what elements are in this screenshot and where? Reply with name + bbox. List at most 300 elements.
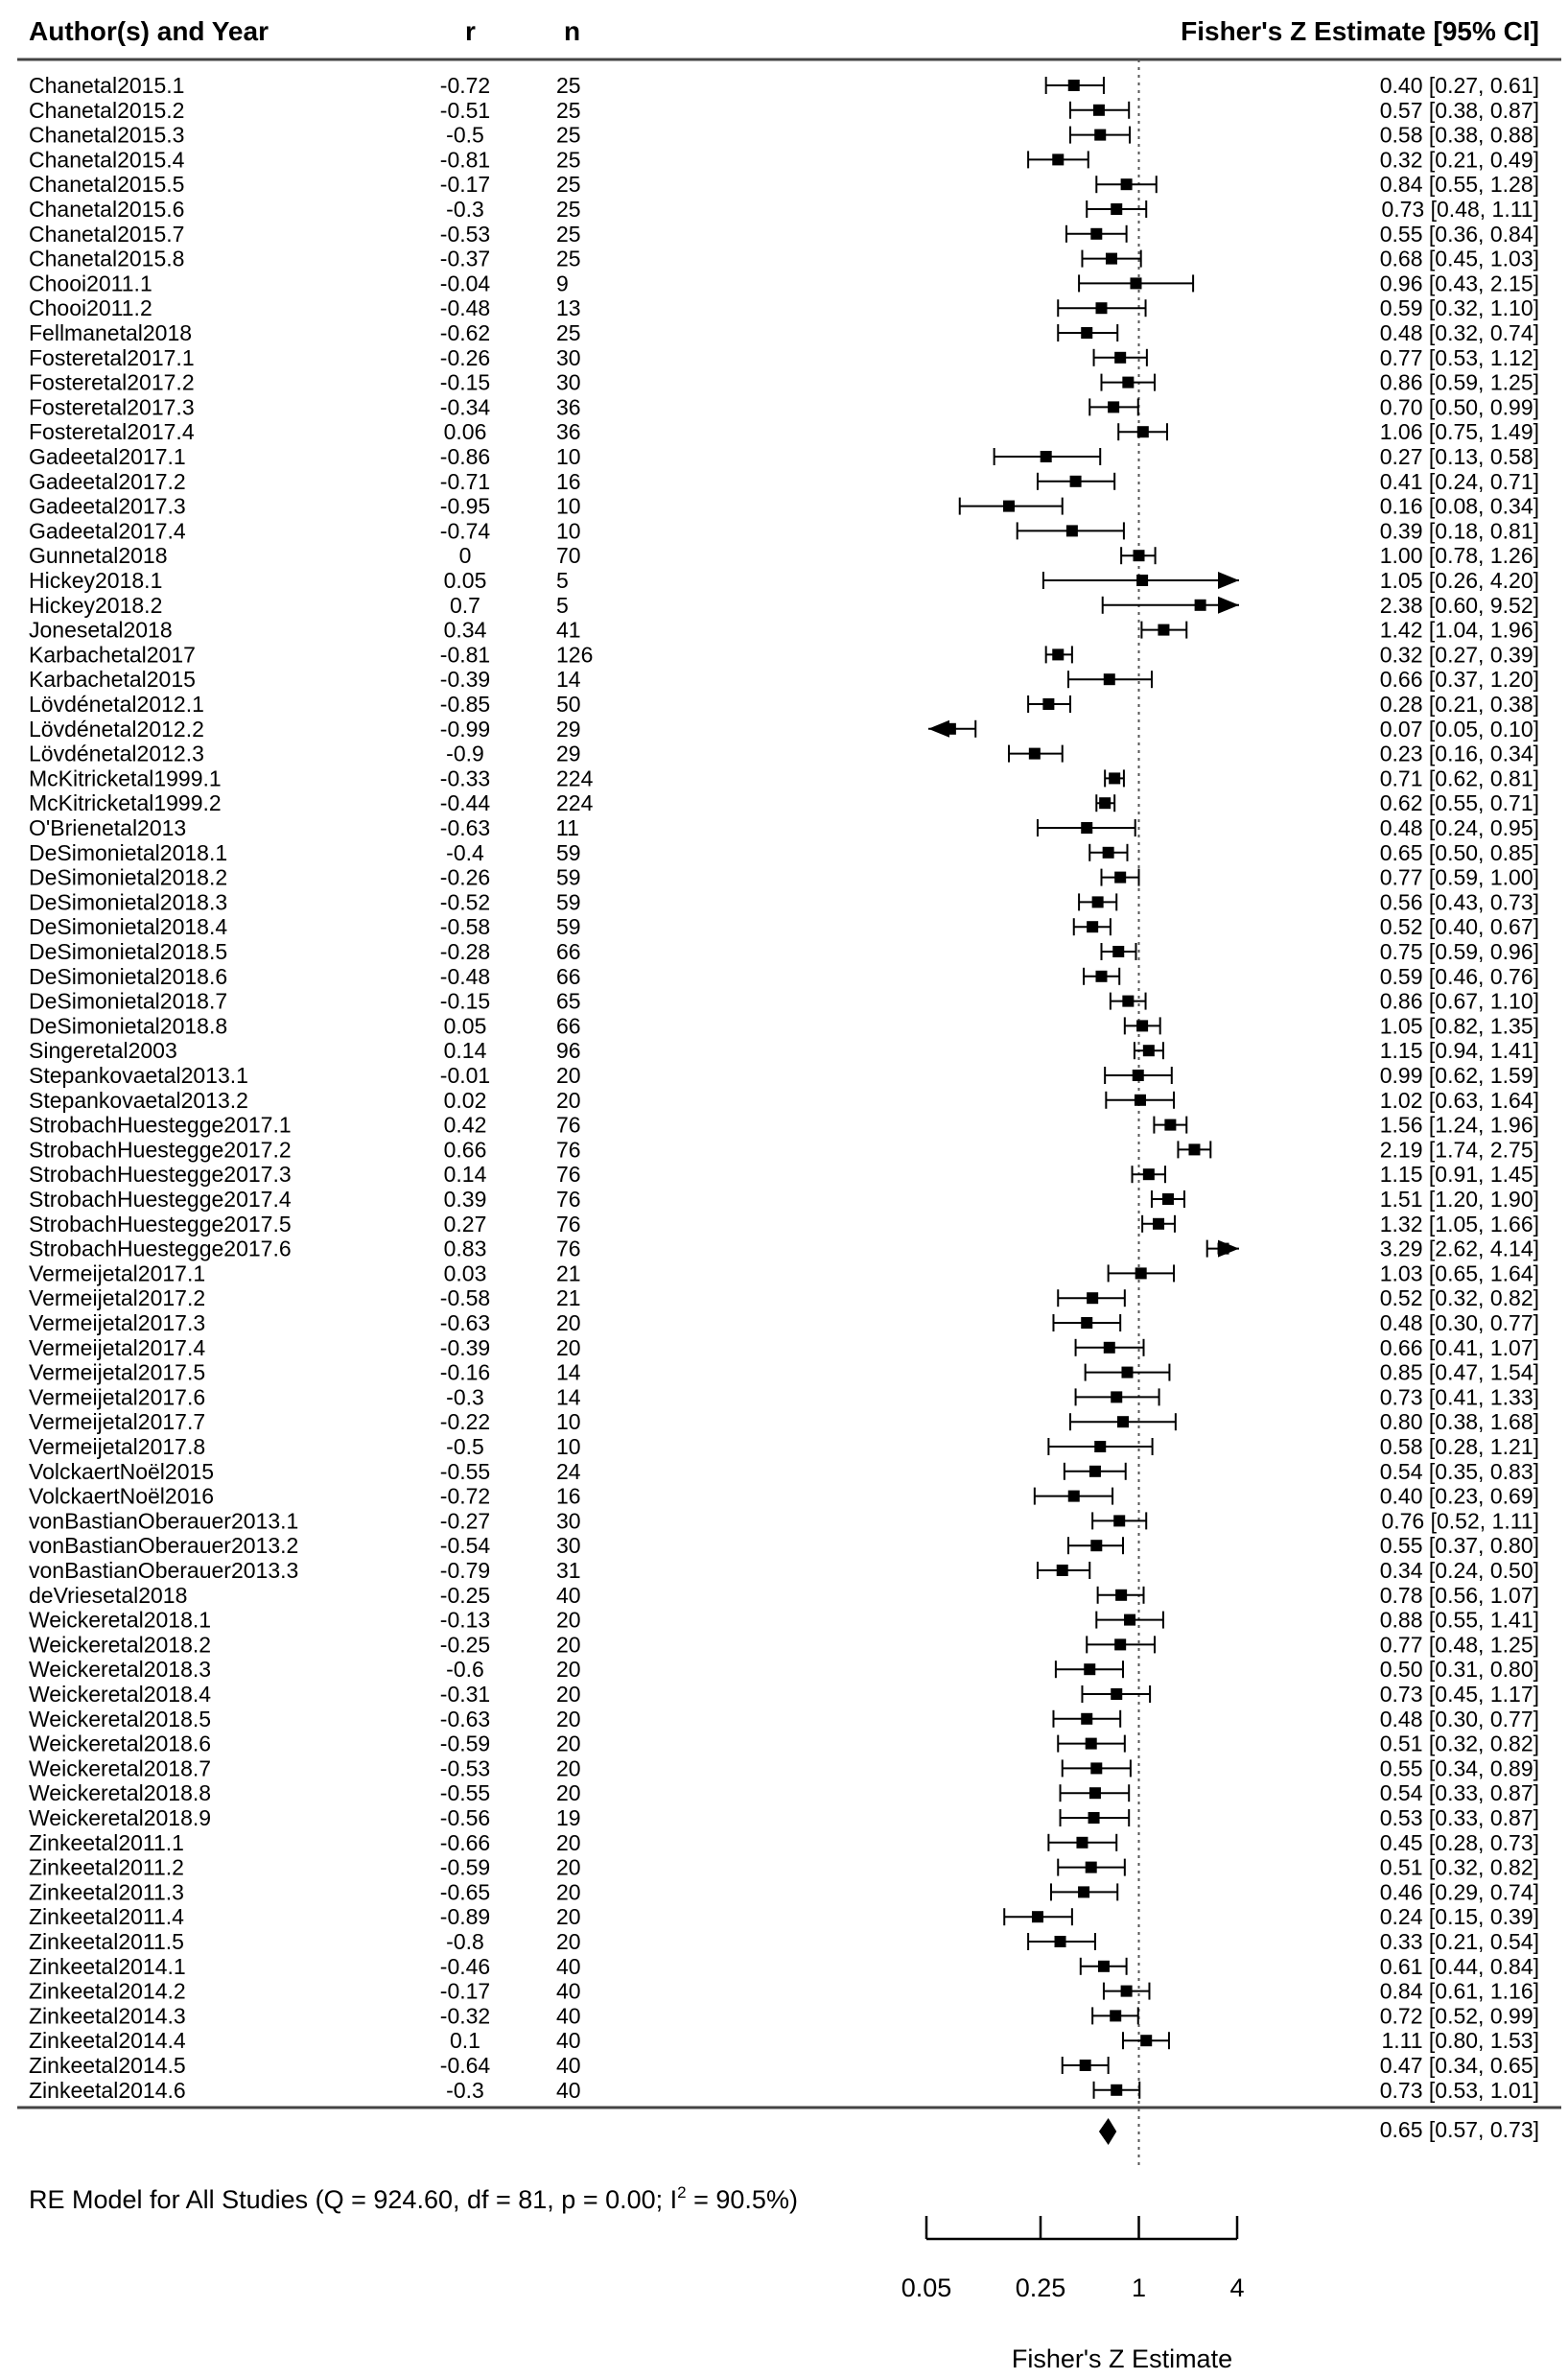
study-row [29, 2028, 1539, 2053]
study-r: -0.72 [439, 73, 491, 98]
study-row [29, 1335, 1539, 1360]
point-estimate [1115, 1590, 1127, 1601]
study-name: Fellmanetal2018 [29, 320, 193, 345]
point-estimate [1112, 946, 1124, 957]
point-estimate [1164, 1119, 1176, 1131]
study-row [29, 642, 1539, 667]
study-estimate-label: 0.52 [0.32, 0.82] [1379, 1285, 1539, 1311]
study-row [29, 295, 1539, 320]
study-name: Hickey2018.1 [29, 568, 163, 593]
study-n: 30 [556, 344, 581, 370]
study-row [29, 1260, 1539, 1285]
study-r: -0.33 [439, 766, 491, 791]
study-row [29, 1088, 1539, 1113]
study-name: Fosteretal2017.2 [29, 369, 195, 395]
point-estimate [1092, 896, 1104, 907]
point-estimate [1162, 1193, 1174, 1205]
study-name: VolckaertNoël2016 [29, 1483, 215, 1509]
study-r: -0.25 [439, 1582, 491, 1608]
study-row [29, 1954, 1539, 1979]
study-row [29, 1558, 1539, 1583]
study-name: Gadeetal2017.4 [29, 518, 186, 544]
point-estimate [1124, 1614, 1135, 1626]
study-name: DeSimonietal2018.5 [29, 939, 228, 964]
study-row [29, 1904, 1539, 1929]
study-r: -0.74 [439, 518, 491, 544]
study-name: vonBastianOberauer2013.1 [29, 1508, 299, 1534]
study-name: Lövdénetal2012.2 [29, 716, 204, 742]
study-n: 36 [556, 394, 581, 420]
study-estimate-label: 1.32 [1.05, 1.66] [1379, 1211, 1539, 1237]
study-row [29, 865, 1539, 890]
study-r: -0.01 [439, 1063, 491, 1088]
study-name: Fosteretal2017.3 [29, 394, 195, 420]
study-estimate-label: 0.40 [0.23, 0.69] [1379, 1483, 1539, 1509]
study-row [29, 692, 1539, 717]
model-text: RE Model for All Studies (Q = 924.60, df = 81, p = 0.00; $I^2 = 90.5\%$) [29, 2183, 798, 2214]
study-name: Weickeretal2018.9 [29, 1805, 212, 1830]
study-name: Vermeijetal2017.8 [29, 1434, 206, 1459]
study-name: Gadeetal2017.3 [29, 493, 186, 519]
study-n: 19 [556, 1805, 581, 1830]
study-n: 14 [556, 667, 581, 693]
study-estimate-label: 0.55 [0.37, 0.80] [1379, 1533, 1539, 1559]
study-estimate-label: 0.85 [0.47, 1.54] [1379, 1359, 1539, 1385]
point-estimate [1094, 130, 1106, 141]
study-row [29, 1755, 1539, 1780]
study-r: 0.7 [450, 592, 480, 618]
study-r: 0.34 [443, 617, 487, 643]
study-name: Gadeetal2017.2 [29, 468, 186, 494]
study-n: 59 [556, 864, 581, 890]
point-estimate [1093, 105, 1105, 116]
point-estimate [1114, 872, 1126, 883]
study-name: Vermeijetal2017.7 [29, 1409, 206, 1435]
study-row [29, 469, 1539, 494]
study-estimate-label: 1.15 [0.94, 1.41] [1379, 1038, 1539, 1064]
study-estimate-label: 0.80 [0.38, 1.68] [1379, 1409, 1539, 1435]
study-row [29, 1162, 1539, 1187]
point-estimate [1122, 996, 1134, 1007]
study-name: Vermeijetal2017.2 [29, 1285, 206, 1311]
study-n: 20 [556, 1087, 581, 1113]
study-estimate-label: 0.16 [0.08, 0.34] [1379, 493, 1539, 519]
study-estimate-label: 0.73 [0.48, 1.11] [1381, 197, 1539, 222]
study-row [29, 419, 1539, 444]
study-row [29, 989, 1539, 1014]
study-row [29, 98, 1539, 123]
study-estimate-label: 0.50 [0.31, 0.80] [1379, 1657, 1539, 1683]
study-r: -0.4 [446, 839, 484, 865]
study-row [29, 568, 1539, 593]
study-name: Weickeretal2018.1 [29, 1607, 212, 1633]
study-r: -0.64 [439, 2053, 491, 2078]
study-n: 20 [556, 1334, 581, 1360]
ci-arrow-right [1218, 572, 1239, 589]
study-n: 20 [556, 1731, 581, 1756]
study-name: Zinkeetal2014.4 [29, 2028, 186, 2054]
point-estimate [1122, 377, 1134, 389]
study-name: deVriesetal2018 [29, 1582, 188, 1608]
study-n: 76 [556, 1162, 581, 1188]
study-estimate-label: 0.45 [0.28, 0.73] [1379, 1829, 1539, 1855]
study-estimate-label: 1.15 [0.91, 1.45] [1379, 1162, 1539, 1188]
study-name: Vermeijetal2017.5 [29, 1359, 206, 1385]
study-estimate-label: 0.65 [0.50, 0.85] [1379, 839, 1539, 865]
x-axis [901, 2216, 1245, 2302]
study-r: -0.5 [446, 122, 484, 148]
study-r: -0.58 [439, 1285, 491, 1311]
study-name: O'Brienetal2013 [29, 815, 187, 840]
study-name: McKitricketal1999.2 [29, 790, 222, 816]
study-row [29, 1063, 1539, 1088]
study-name: Zinkeetal2011.5 [29, 1929, 184, 1954]
study-n: 126 [556, 642, 594, 668]
x-tick-label: 4 [1229, 2273, 1245, 2302]
study-row [29, 815, 1539, 840]
study-name: Stepankovaetal2013.2 [29, 1087, 248, 1113]
study-estimate-label: 0.62 [0.55, 0.71] [1379, 790, 1539, 816]
study-row [29, 1608, 1539, 1633]
study-row [29, 1682, 1539, 1707]
study-estimate-label: 1.56 [1.24, 1.96] [1379, 1112, 1539, 1138]
study-estimate-label: 0.77 [0.53, 1.12] [1379, 344, 1539, 370]
point-estimate [1098, 1961, 1110, 1972]
study-n: 25 [556, 320, 581, 345]
study-r: -0.27 [439, 1508, 491, 1534]
study-estimate-label: 0.48 [0.32, 0.74] [1379, 320, 1539, 345]
study-estimate-label: 0.23 [0.16, 0.34] [1379, 741, 1539, 766]
point-estimate [1089, 1466, 1101, 1477]
study-n: 5 [556, 568, 569, 593]
study-estimate-label: 0.75 [0.59, 0.96] [1379, 939, 1539, 964]
study-row [29, 271, 1539, 295]
study-r: -0.79 [439, 1558, 491, 1583]
point-estimate [1095, 302, 1107, 314]
study-r: -0.3 [446, 2077, 484, 2103]
point-estimate [1111, 2085, 1122, 2096]
study-n: 20 [556, 1632, 581, 1658]
study-r: 0.05 [443, 1013, 487, 1039]
study-estimate-label: 0.58 [0.38, 0.88] [1379, 122, 1539, 148]
study-name: Vermeijetal2017.1 [29, 1260, 206, 1286]
study-row [29, 2053, 1539, 2078]
study-r: -0.48 [439, 295, 491, 321]
study-r: 0.1 [450, 2028, 480, 2054]
study-estimate-label: 0.54 [0.35, 0.83] [1379, 1458, 1539, 1484]
point-estimate [1218, 1243, 1229, 1255]
header-estimate: Fisher's Z Estimate [95% CI] [1181, 16, 1539, 46]
point-estimate [1068, 1491, 1080, 1502]
study-row [29, 73, 1539, 98]
study-n: 50 [556, 692, 581, 717]
study-r: 0.27 [443, 1211, 487, 1237]
x-axis-label: Fisher's Z Estimate [1011, 2344, 1233, 2373]
study-r: -0.46 [439, 1953, 491, 1979]
study-estimate-label: 0.68 [0.45, 1.03] [1379, 246, 1539, 271]
study-r: -0.44 [439, 790, 491, 816]
study-name: Zinkeetal2014.3 [29, 2003, 186, 2029]
study-row [29, 889, 1539, 914]
study-n: 40 [556, 1953, 581, 1979]
study-r: -0.15 [439, 988, 491, 1014]
x-tick-label: 1 [1131, 2273, 1147, 2302]
study-n: 20 [556, 1706, 581, 1731]
study-name: Zinkeetal2011.4 [29, 1904, 184, 1930]
study-name: Weickeretal2018.5 [29, 1706, 212, 1731]
study-n: 65 [556, 988, 581, 1014]
point-estimate [1133, 550, 1144, 561]
study-r: 0.06 [443, 419, 487, 445]
study-n: 76 [556, 1112, 581, 1138]
study-row [29, 1805, 1539, 1830]
study-r: -0.8 [446, 1929, 484, 1954]
study-estimate-label: 0.73 [0.45, 1.17] [1379, 1682, 1539, 1707]
study-n: 40 [556, 2077, 581, 2103]
study-n: 41 [556, 617, 581, 643]
study-n: 224 [556, 790, 594, 816]
point-estimate [1076, 1837, 1088, 1849]
study-r: 0.14 [443, 1038, 487, 1064]
study-n: 29 [556, 716, 581, 742]
study-row [29, 964, 1539, 989]
study-name: DeSimonietal2018.8 [29, 1013, 228, 1039]
study-n: 10 [556, 444, 581, 469]
summary-estimate-label: 0.65 [0.57, 0.73] [1379, 2117, 1539, 2142]
point-estimate [1110, 2010, 1121, 2021]
study-name: DeSimonietal2018.2 [29, 864, 228, 890]
study-row [29, 494, 1539, 519]
point-estimate [1057, 1565, 1068, 1576]
point-estimate [1114, 1638, 1126, 1650]
study-name: vonBastianOberauer2013.2 [29, 1533, 299, 1559]
study-n: 76 [556, 1236, 581, 1261]
study-name: Zinkeetal2011.1 [29, 1829, 184, 1855]
study-n: 30 [556, 369, 581, 395]
study-row [29, 1285, 1539, 1310]
study-row [29, 1187, 1539, 1212]
study-n: 25 [556, 97, 581, 123]
point-estimate [1103, 847, 1114, 859]
point-estimate [1135, 1095, 1146, 1106]
study-r: -0.9 [446, 741, 484, 766]
point-estimate [1087, 1292, 1098, 1304]
study-r: -0.85 [439, 692, 491, 717]
study-row [29, 1038, 1539, 1063]
study-r: 0.02 [443, 1087, 487, 1113]
study-name: DeSimonietal2018.1 [29, 839, 228, 865]
study-estimate-label: 0.70 [0.50, 0.99] [1379, 394, 1539, 420]
study-name: Zinkeetal2014.2 [29, 1978, 186, 2004]
study-estimate-label: 0.34 [0.24, 0.50] [1379, 1558, 1539, 1583]
study-row [29, 1237, 1539, 1261]
point-estimate [1088, 1812, 1100, 1824]
study-name: Weickeretal2018.6 [29, 1731, 212, 1756]
study-n: 30 [556, 1508, 581, 1534]
study-row [29, 717, 1539, 742]
study-n: 14 [556, 1359, 581, 1385]
study-name: Chanetal2015.5 [29, 172, 185, 198]
study-estimate-label: 0.39 [0.18, 0.81] [1379, 518, 1539, 544]
study-row [29, 197, 1539, 222]
study-row [29, 543, 1539, 568]
study-row [29, 1707, 1539, 1731]
study-estimate-label: 0.32 [0.27, 0.39] [1379, 642, 1539, 668]
study-name: Chanetal2015.7 [29, 221, 185, 247]
study-n: 11 [556, 815, 579, 840]
study-estimate-label: 0.55 [0.34, 0.89] [1379, 1755, 1539, 1781]
study-row [29, 1879, 1539, 1904]
study-name: vonBastianOberauer2013.3 [29, 1558, 299, 1583]
point-estimate [1041, 451, 1052, 462]
study-estimate-label: 1.51 [1.20, 1.90] [1379, 1187, 1539, 1212]
point-estimate [1070, 476, 1082, 487]
header-n: n [564, 16, 581, 46]
study-name: Singeretal2003 [29, 1038, 177, 1064]
study-n: 24 [556, 1458, 581, 1484]
study-row [29, 1137, 1539, 1162]
study-row [29, 1113, 1539, 1138]
study-n: 10 [556, 1434, 581, 1459]
study-estimate-label: 1.00 [0.78, 1.26] [1379, 543, 1539, 569]
point-estimate [1052, 153, 1064, 165]
study-r: -0.17 [439, 172, 491, 198]
point-estimate [1090, 1762, 1102, 1774]
study-r: -0.22 [439, 1409, 491, 1435]
point-estimate [1068, 80, 1080, 91]
study-estimate-label: 0.84 [0.61, 1.16] [1379, 1978, 1539, 2004]
study-estimate-label: 0.07 [0.05, 0.10] [1379, 716, 1539, 742]
study-row [29, 1830, 1539, 1855]
point-estimate [1111, 1391, 1122, 1402]
study-n: 20 [556, 1854, 581, 1880]
study-name: StrobachHuestegge2017.4 [29, 1187, 292, 1212]
study-name: Weickeretal2018.3 [29, 1657, 212, 1683]
point-estimate [1121, 1986, 1133, 1997]
study-n: 25 [556, 73, 581, 98]
x-tick-label: 0.05 [901, 2273, 952, 2302]
study-row [29, 766, 1539, 790]
study-row [29, 1632, 1539, 1657]
point-estimate [1104, 1342, 1115, 1354]
study-n: 66 [556, 963, 581, 989]
point-estimate [1029, 748, 1041, 760]
study-n: 25 [556, 221, 581, 247]
point-estimate [1114, 352, 1126, 364]
point-estimate [1136, 1020, 1148, 1031]
study-row [29, 172, 1539, 197]
study-r: 0.66 [443, 1137, 487, 1163]
point-estimate [1153, 1218, 1164, 1230]
study-row [29, 147, 1539, 172]
study-estimate-label: 3.29 [2.62, 4.14] [1379, 1236, 1539, 1261]
study-row [29, 914, 1539, 939]
study-name: VolckaertNoël2015 [29, 1458, 215, 1484]
point-estimate [1099, 797, 1111, 809]
study-row [29, 394, 1539, 419]
study-r: -0.32 [439, 2003, 491, 2029]
study-name: StrobachHuestegge2017.3 [29, 1162, 292, 1188]
study-estimate-label: 0.59 [0.32, 1.10] [1379, 295, 1539, 321]
study-name: Karbachetal2015 [29, 667, 196, 693]
study-r: 0.39 [443, 1187, 487, 1212]
point-estimate [1121, 1367, 1133, 1378]
study-estimate-label: 0.51 [0.32, 0.82] [1379, 1731, 1539, 1756]
study-n: 10 [556, 518, 581, 544]
study-r: -0.65 [439, 1879, 491, 1905]
point-estimate [1084, 1663, 1095, 1675]
study-r: -0.55 [439, 1780, 491, 1806]
study-estimate-label: 1.02 [0.63, 1.64] [1379, 1087, 1539, 1113]
study-estimate-label: 0.52 [0.40, 0.67] [1379, 914, 1539, 940]
study-estimate-label: 0.51 [0.32, 0.82] [1379, 1854, 1539, 1880]
study-n: 14 [556, 1384, 581, 1410]
point-estimate [1081, 327, 1092, 339]
point-estimate [1081, 1713, 1092, 1725]
study-estimate-label: 0.72 [0.52, 0.99] [1379, 2003, 1539, 2029]
study-r: -0.28 [439, 939, 491, 964]
study-r: -0.71 [439, 468, 491, 494]
study-estimate-label: 0.88 [0.55, 1.41] [1379, 1607, 1539, 1633]
study-n: 13 [556, 295, 581, 321]
study-r: -0.59 [439, 1854, 491, 1880]
study-n: 25 [556, 197, 581, 222]
point-estimate [1086, 1862, 1097, 1873]
study-name: Weickeretal2018.8 [29, 1780, 212, 1806]
study-n: 59 [556, 914, 581, 940]
study-estimate-label: 0.84 [0.55, 1.28] [1379, 172, 1539, 198]
study-r: -0.34 [439, 394, 491, 420]
study-n: 20 [556, 1657, 581, 1683]
study-r: -0.66 [439, 1829, 491, 1855]
study-row [29, 370, 1539, 395]
ci-arrow-right [1218, 597, 1239, 614]
study-n: 16 [556, 1483, 581, 1509]
study-r: -0.89 [439, 1904, 491, 1930]
study-estimate-label: 0.48 [0.30, 0.77] [1379, 1706, 1539, 1731]
study-name: Chanetal2015.8 [29, 246, 185, 271]
study-estimate-label: 0.59 [0.46, 0.76] [1379, 963, 1539, 989]
point-estimate [1081, 1317, 1092, 1329]
study-n: 40 [556, 2053, 581, 2078]
study-n: 20 [556, 1929, 581, 1954]
study-row [29, 2003, 1539, 2028]
study-estimate-label: 0.58 [0.28, 1.21] [1379, 1434, 1539, 1459]
study-estimate-label: 0.56 [0.43, 0.73] [1379, 889, 1539, 915]
study-row [29, 444, 1539, 469]
study-n: 21 [556, 1285, 581, 1311]
study-r: -0.26 [439, 344, 491, 370]
point-estimate [1052, 648, 1064, 660]
study-estimate-label: 1.03 [0.65, 1.64] [1379, 1260, 1539, 1286]
study-row [29, 1780, 1539, 1805]
study-n: 66 [556, 1013, 581, 1039]
study-n: 40 [556, 1978, 581, 2004]
study-row [29, 320, 1539, 345]
study-n: 20 [556, 1310, 581, 1335]
point-estimate [1195, 600, 1206, 611]
study-row [29, 1583, 1539, 1608]
study-name: Hickey2018.2 [29, 592, 163, 618]
study-r: -0.6 [446, 1657, 484, 1683]
study-r: -0.13 [439, 1607, 491, 1633]
study-name: DeSimonietal2018.4 [29, 914, 228, 940]
point-estimate [1136, 575, 1148, 586]
study-r: -0.04 [439, 271, 491, 296]
point-estimate [1140, 2035, 1152, 2046]
point-estimate [1111, 203, 1122, 215]
point-estimate [1087, 921, 1098, 932]
